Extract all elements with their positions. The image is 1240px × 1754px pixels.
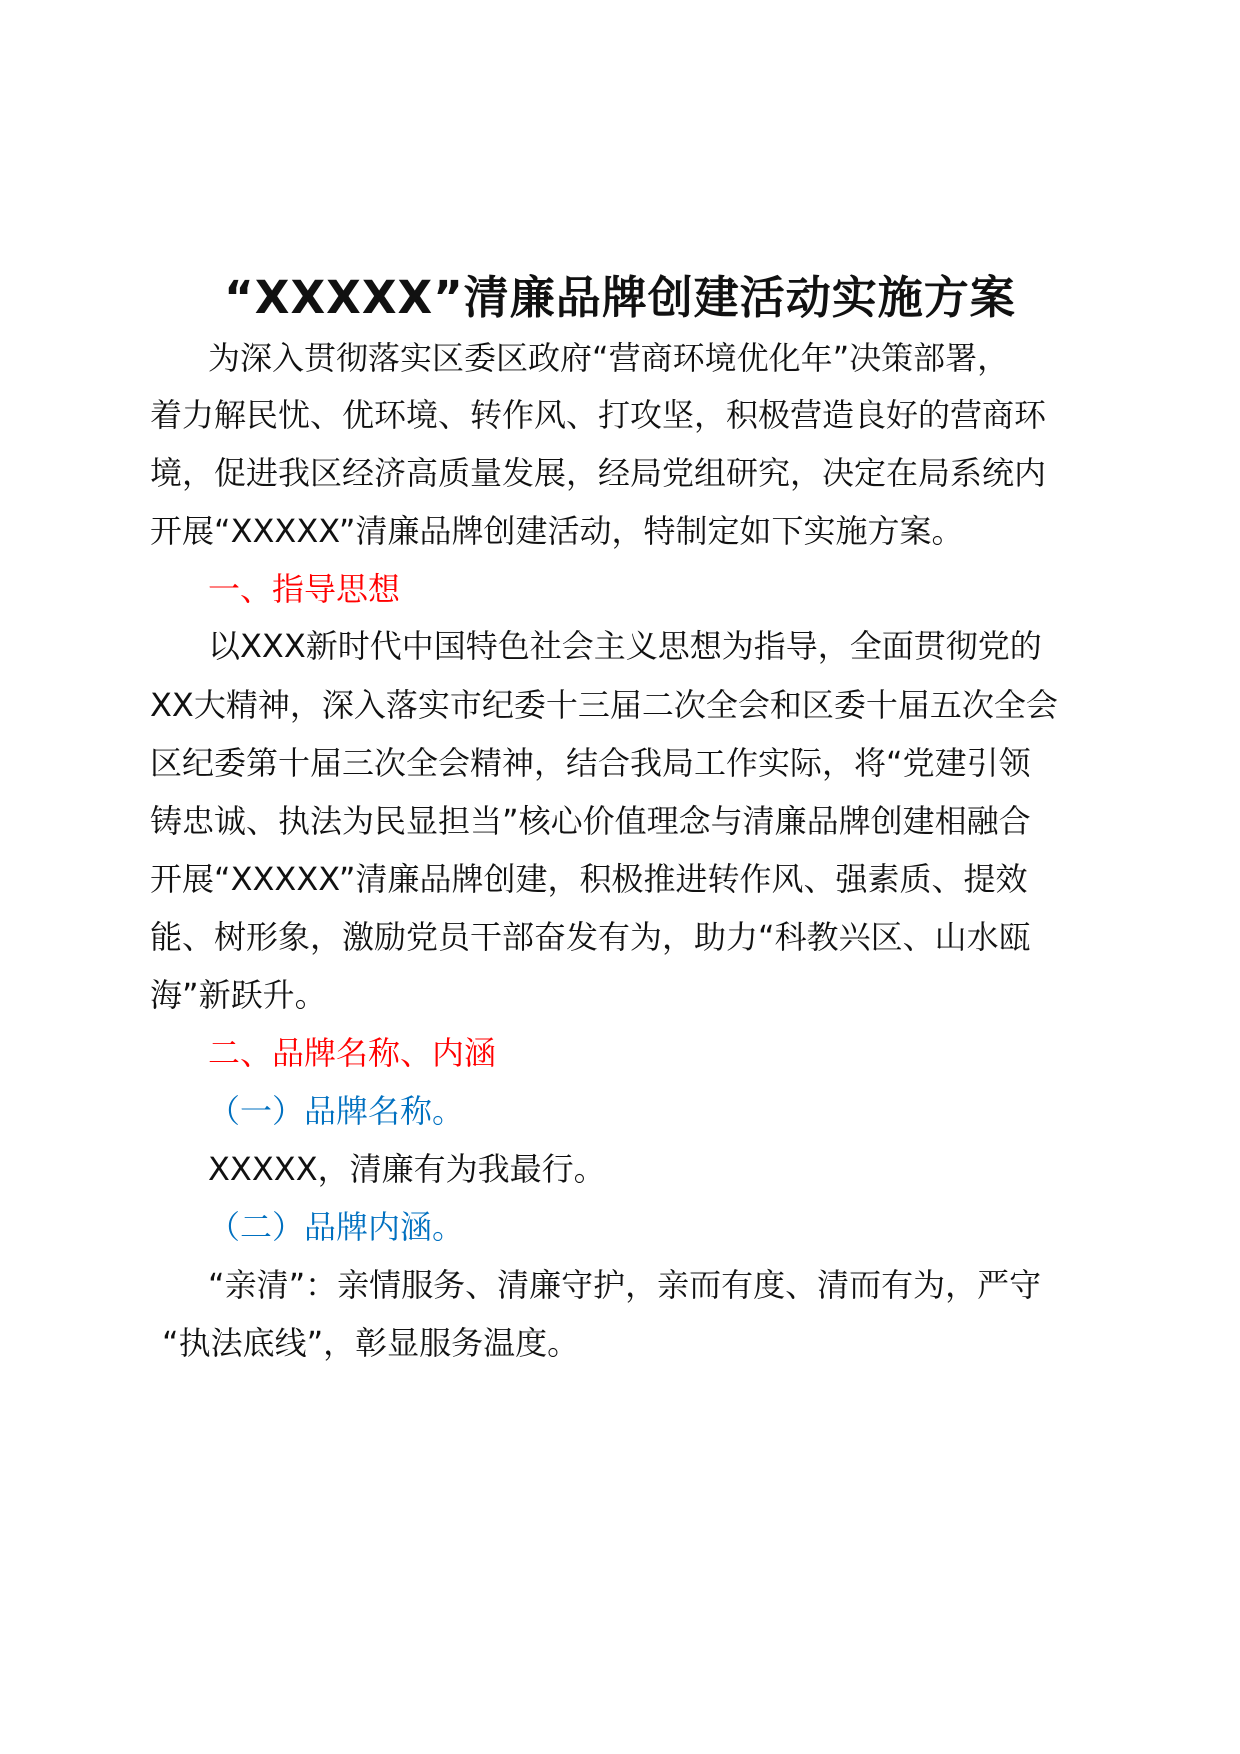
intro-line-3: 境，促进我区经济高质量发展，经局党组研究，决定在局系统内 [150, 454, 1047, 492]
sub2-line-1: “亲清”：亲情服务、清廉守护，亲而有度、清而有为，严守 [208, 1266, 1042, 1304]
section1-line-7: 海”新跃升。 [150, 976, 327, 1014]
document-title: “XXXXX”清廉品牌创建活动实施方案 [224, 271, 1016, 324]
sub1-body: XXXXX，清廉有为我最行。 [208, 1150, 606, 1188]
intro-line-4: 开展“XXXXX”清廉品牌创建活动，特制定如下实施方案。 [150, 512, 964, 550]
section1-line-2: XX大精神，深入落实市纪委十三届二次全会和区委十届五次全会 [150, 686, 1058, 724]
section1-line-6: 能、树形象，激励党员干部奋发有为，助力“科教兴区、山水瓯 [150, 918, 1031, 956]
sub2-heading: （二）品牌内涵。 [208, 1208, 465, 1246]
intro-line-2: 着力解民忧、优环境、转作风、打攻坚，积极营造良好的营商环 [150, 396, 1047, 434]
sub2-line-2: “执法底线”，彰显服务温度。 [162, 1324, 580, 1362]
section2-heading: 二、品牌名称、内涵 [208, 1034, 497, 1072]
section1-line-3: 区纪委第十届三次全会精神，结合我局工作实际，将“党建引领 [150, 744, 1031, 782]
section1-line-1: 以XXX新时代中国特色社会主义思想为指导，全面贯彻党的 [208, 627, 1042, 665]
sub1-heading: （一）品牌名称。 [208, 1092, 465, 1130]
section1-line-5: 开展“XXXXX”清廉品牌创建，积极推进转作风、强素质、提效 [150, 860, 1028, 898]
section1-heading: 一、指导思想 [208, 570, 401, 608]
section1-line-4: 铸忠诚、执法为民显担当”核心价值理念与清廉品牌创建相融合 [150, 802, 1031, 840]
intro-line-1: 为深入贯彻落实区委区政府“营商环境优化年”决策部署， [208, 339, 1010, 377]
